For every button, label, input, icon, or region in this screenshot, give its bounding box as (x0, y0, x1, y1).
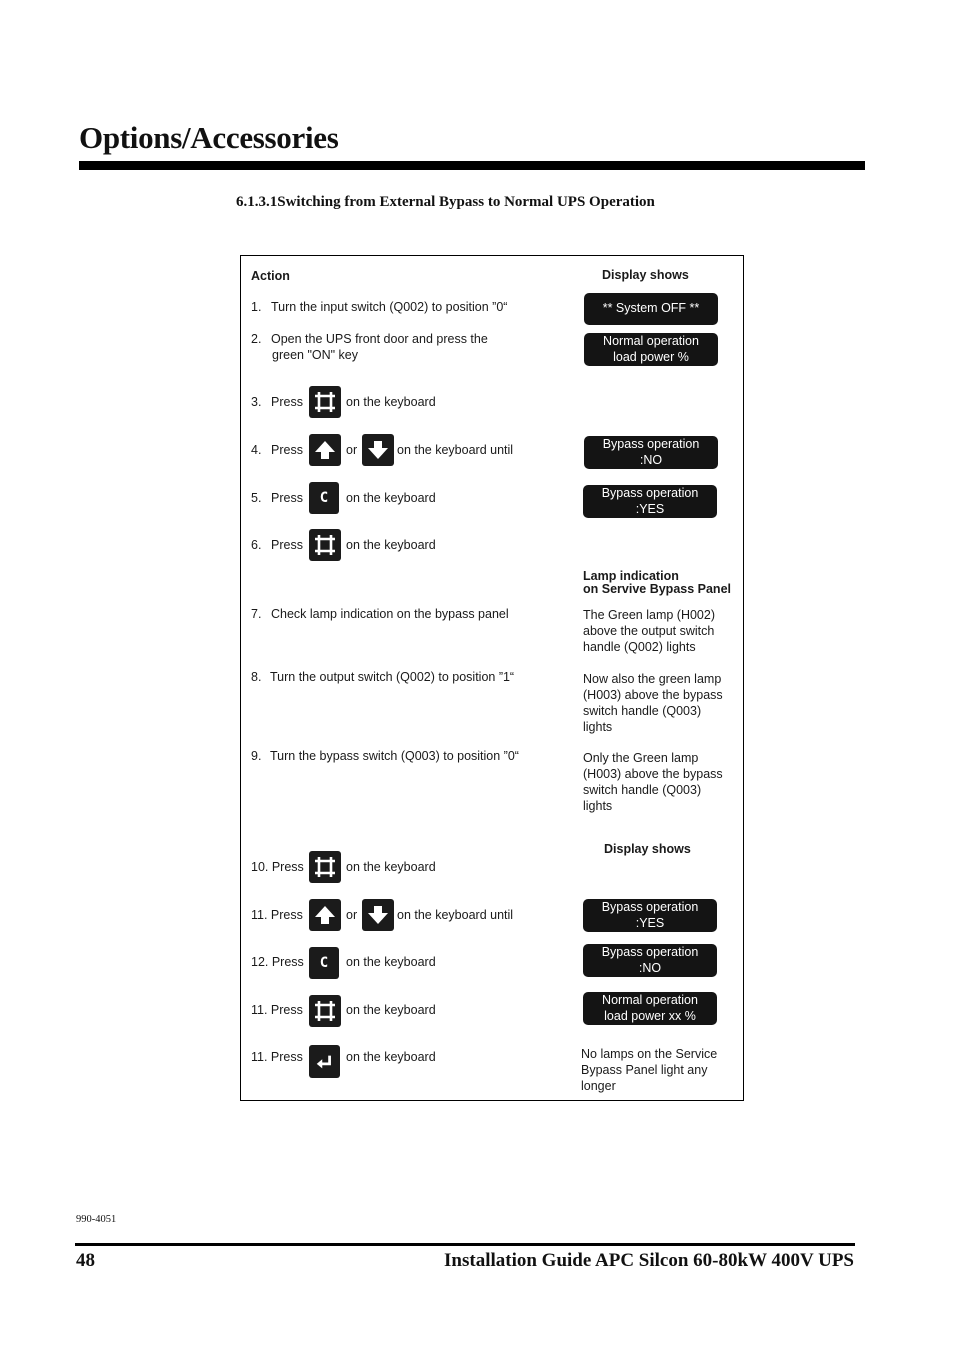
frame-icon (313, 533, 337, 557)
up-arrow-key (309, 434, 341, 466)
display-line2: :YES (635, 501, 665, 516)
step-4-number: 4. (251, 443, 262, 457)
arrow-down-icon (366, 903, 390, 927)
lamp-line: (H003) above the bypass (583, 688, 723, 702)
lamp-line: Bypass Panel light any (581, 1063, 708, 1077)
step-5-after: on the keyboard (346, 491, 436, 505)
step-5-press: Press (271, 491, 303, 505)
c-key (309, 482, 339, 514)
lamp-indication-header (583, 570, 731, 596)
display-normal-operation-xx (583, 992, 717, 1025)
header-rule (79, 161, 865, 170)
display-line1: Normal operation (602, 993, 698, 1007)
display-line2: load power xx % (604, 1008, 696, 1023)
arrow-down-icon (366, 438, 390, 462)
c-key-label: C (319, 955, 329, 971)
step-6-press: Press (271, 538, 303, 552)
lamp-line: (H003) above the bypass (583, 767, 723, 781)
step-11b-after: on the keyboard (346, 1003, 436, 1017)
step-8-text: Turn the output switch (Q002) to position ”1“ (270, 670, 515, 684)
lamp-final (581, 1046, 717, 1094)
step-12-after: on the keyboard (346, 955, 436, 969)
down-arrow-key (362, 434, 394, 466)
frame-icon (313, 390, 337, 414)
display-line2: :YES (635, 915, 665, 930)
arrow-up-icon (313, 438, 337, 462)
display-line2: load power % (613, 349, 689, 364)
display-line1: Bypass operation (601, 486, 699, 500)
step-8-number: 8. (251, 670, 262, 684)
step-3-after: on the keyboard (346, 395, 436, 409)
display-system-off (584, 293, 718, 325)
step-2-text (271, 331, 488, 363)
display-line1: Bypass operation (601, 945, 699, 959)
step-7-text: Check lamp indication on the bypass panel (271, 607, 509, 621)
lamp-line: longer (581, 1079, 616, 1093)
lamp-line: The Green lamp (H002) (583, 608, 716, 622)
action-column-header: Action (251, 269, 290, 283)
return-key (309, 1045, 340, 1078)
document-number: 990-4051 (76, 1214, 117, 1225)
lamp-line: lights (583, 720, 613, 734)
lamp-line: lights (583, 799, 613, 813)
step-2-line1: Open the UPS front door and press the (271, 332, 488, 346)
display-line1: Normal operation (603, 334, 699, 348)
step-4-after: on the keyboard until (397, 443, 514, 457)
step-6-after: on the keyboard (346, 538, 436, 552)
page-number: 48 (76, 1250, 95, 1271)
display-line2: :NO (639, 452, 663, 467)
page-title: Options/Accessories (79, 120, 339, 155)
return-icon (314, 1051, 336, 1073)
step-11a-label: 11. Press (251, 908, 303, 922)
enter-frame-key (309, 529, 341, 561)
step-11a-or: or (346, 908, 358, 922)
step-9-text: Turn the bypass switch (Q003) to position ”0“ (270, 749, 519, 763)
c-key (309, 947, 339, 979)
step-4-or: or (346, 443, 358, 457)
section-heading: 6.1.3.1Switching from External Bypass to Normal UPS Operation (236, 194, 655, 210)
display-normal-operation (584, 333, 718, 366)
arrow-up-icon (313, 903, 337, 927)
enter-frame-key (309, 995, 341, 1027)
display-bypass-yes-2 (583, 899, 717, 932)
frame-icon (313, 855, 337, 879)
step-5-number: 5. (251, 491, 262, 505)
lamp-header-line1: Lamp indication (583, 569, 679, 583)
c-key-label: C (319, 490, 329, 506)
lamp-line: above the output switch (583, 624, 715, 638)
display-bypass-no-2 (583, 944, 717, 977)
step-6-number: 6. (251, 538, 262, 552)
lamp-step-9 (583, 750, 723, 814)
up-arrow-key (309, 899, 341, 931)
step-4-press: Press (271, 443, 303, 457)
display-line1: Bypass operation (601, 900, 699, 914)
step-7-number: 7. (251, 607, 262, 621)
enter-frame-key (309, 851, 341, 883)
step-11c-after: on the keyboard (346, 1050, 436, 1064)
step-2-number: 2. (251, 332, 262, 346)
step-1-text: Turn the input switch (Q002) to position ”0“ (271, 300, 508, 314)
display-line1: Bypass operation (602, 437, 700, 451)
step-3-press: Press (271, 395, 303, 409)
step-10-label: 10. Press (251, 860, 304, 874)
lamp-line: switch handle (Q003) (583, 783, 702, 797)
step-3-number: 3. (251, 395, 262, 409)
lamp-header-line2: on Servive Bypass Panel (583, 582, 731, 596)
footer-rule (75, 1243, 855, 1246)
step-12-label: 12. Press (251, 955, 304, 969)
step-11a-after: on the keyboard until (397, 908, 514, 922)
step-11b-label: 11. Press (251, 1003, 303, 1017)
step-2-line2: green "ON" key (272, 348, 358, 362)
lamp-line: handle (Q002) lights (583, 640, 696, 654)
step-1-number: 1. (251, 300, 262, 314)
step-9-number: 9. (251, 749, 262, 763)
display-column-header-2: Display shows (604, 842, 691, 856)
step-10-after: on the keyboard (346, 860, 436, 874)
lamp-line: switch handle (Q003) (583, 704, 702, 718)
display-line2: :NO (638, 960, 662, 975)
lamp-step-8 (583, 671, 723, 735)
display-bypass-yes (583, 485, 717, 518)
display-text: ** System OFF ** (602, 301, 700, 316)
down-arrow-key (362, 899, 394, 931)
lamp-line: Now also the green lamp (583, 672, 722, 686)
lamp-step-7 (583, 607, 715, 655)
lamp-line: Only the Green lamp (583, 751, 699, 765)
frame-icon (313, 999, 337, 1023)
step-11c-label: 11. Press (251, 1050, 303, 1064)
enter-frame-key (309, 386, 341, 418)
display-bypass-no (584, 436, 718, 469)
display-column-header: Display shows (602, 268, 689, 282)
lamp-line: No lamps on the Service (581, 1047, 718, 1061)
guide-title: Installation Guide APC Silcon 60-80kW 400V UPS (444, 1250, 854, 1271)
